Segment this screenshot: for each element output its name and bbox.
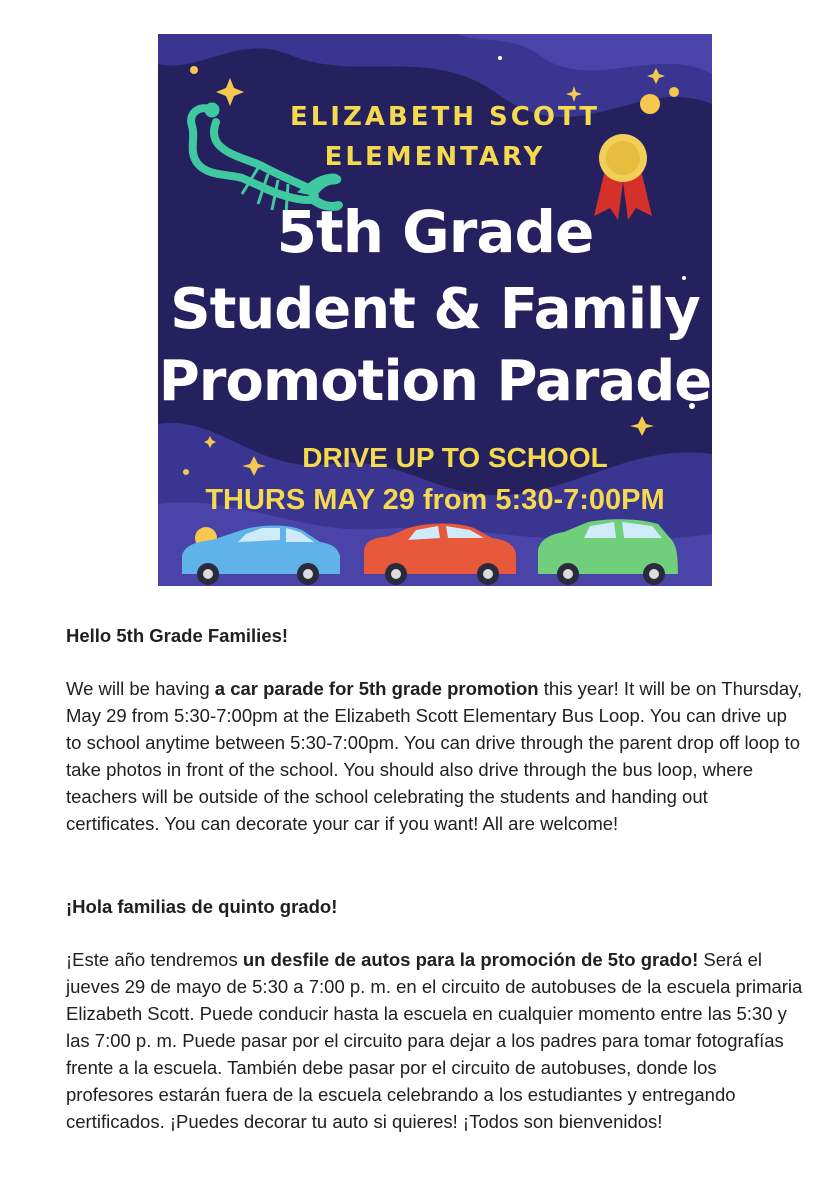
spanish-body-bold: un desfile de autos para la promoción de 5to grado! bbox=[242, 949, 699, 970]
headline-line1: 5th Grade bbox=[276, 198, 594, 266]
english-body-start: We will be having bbox=[66, 678, 215, 699]
drive-up-text: DRIVE UP TO SCHOOL bbox=[302, 442, 608, 473]
spanish-body-rest: Será el jueves 29 de mayo de 5:30 a 7:00 p. m. en el circuito de autobuses de la escuela primaria Elizabeth Scott. Puede conducir hasta la escuela en cualquier momento entre las 5:30 y las 7:00 p. m. Puede pasar por el circuito para dejar a los padres para tomar fotografías frente a la escuela. También debe pasar por el circuito de autobuses, donde los profesores estarán fuera de la escuela celebrando a los estudiantes y entregando certificados. ¡Puedes decorar tu auto si quieres! ¡Todos son bienvenidos! bbox=[66, 949, 803, 1132]
english-body-bold: a car parade for 5th grade promotion bbox=[214, 678, 539, 699]
spanish-body bbox=[66, 946, 806, 1135]
school-name-line1: ELIZABETH SCOTT bbox=[289, 102, 601, 132]
promotion-flyer bbox=[158, 34, 712, 586]
english-body bbox=[66, 675, 806, 837]
event-date-time: THURS MAY 29 from 5:30-7:00PM bbox=[205, 484, 665, 516]
headline-line2: Student & Family bbox=[170, 277, 700, 342]
english-greeting: Hello 5th Grade Families! bbox=[66, 625, 289, 646]
spanish-greeting: ¡Hola familias de quinto grado! bbox=[66, 896, 338, 917]
spanish-body-start: ¡Este año tendremos bbox=[66, 949, 243, 970]
headline-line3: Promotion Parade bbox=[158, 349, 712, 414]
school-name-line2: ELEMENTARY bbox=[324, 142, 546, 172]
english-body-rest: this year! It will be on Thursday, May 29 from 5:30-7:00pm at the Elizabeth Scott Elementary Bus Loop. You can drive up to school anytime between 5:30-7:00pm. You can drive through the parent drop off loop to take photos in front of the school. You should also drive through the bus loop, where teachers will be outside of the school celebrating the students and handing out certificates. You can decorate your car if you want! All are welcome! bbox=[66, 678, 803, 834]
